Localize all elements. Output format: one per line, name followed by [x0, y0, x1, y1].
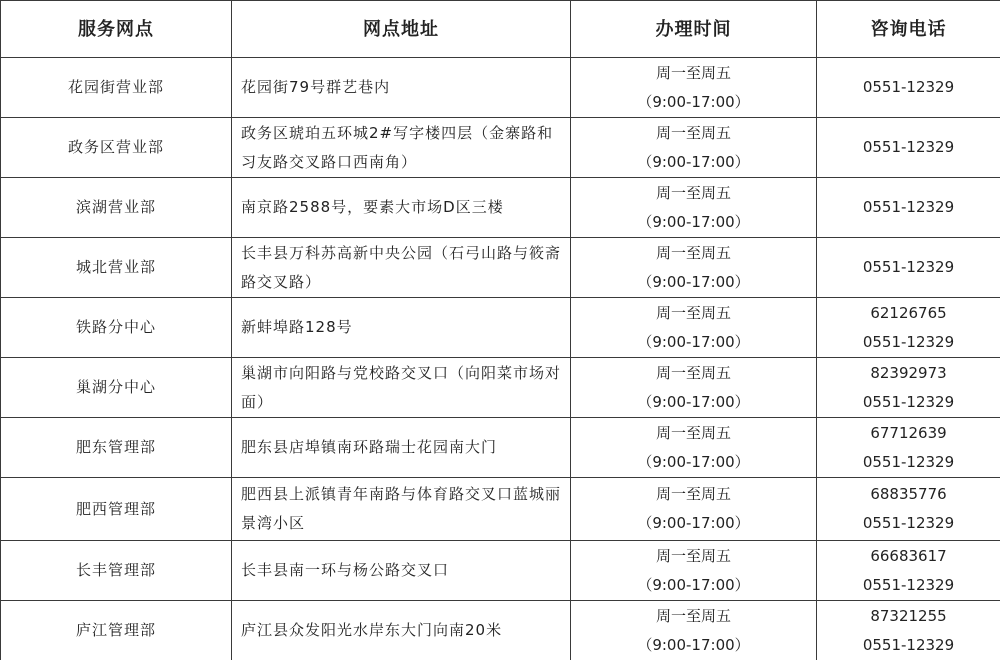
phone-number: 0551-12329	[862, 78, 955, 96]
table-row	[1, 178, 1000, 238]
table-row	[1, 298, 1000, 358]
phone-number: 67712639	[870, 423, 947, 442]
table-row	[1, 418, 1000, 478]
outlet-phone	[817, 118, 1000, 178]
hours-time: （9:00-17:00）	[637, 212, 750, 231]
outlet-hours	[571, 601, 817, 661]
outlet-address: 花园街79号群艺巷内	[232, 58, 571, 118]
outlet-name: 城北营业部	[1, 238, 232, 298]
outlet-phone	[817, 178, 1000, 238]
phone-number: 0551-12329	[862, 514, 955, 532]
hours-time: （9:00-17:00）	[637, 272, 750, 291]
outlet-hours	[571, 478, 817, 541]
hours-days: 周一至周五	[655, 546, 731, 565]
outlet-phone	[817, 418, 1000, 478]
outlet-name: 铁路分中心	[1, 298, 232, 358]
outlet-name: 巢湖分中心	[1, 358, 232, 418]
hours-days: 周一至周五	[655, 303, 731, 322]
phone-number: 62126765	[870, 303, 947, 322]
outlet-phone	[817, 58, 1000, 118]
table-row	[1, 358, 1000, 418]
hours-time: （9:00-17:00）	[637, 92, 750, 111]
outlet-hours	[571, 358, 817, 418]
phone-number: 0551-12329	[862, 138, 955, 156]
phone-number: 0551-12329	[862, 258, 955, 276]
table-row	[1, 478, 1000, 541]
hours-days: 周一至周五	[655, 485, 731, 503]
hours-time: （9:00-17:00）	[637, 332, 750, 351]
phone-number: 87321255	[870, 606, 947, 625]
table-row	[1, 238, 1000, 298]
hours-days: 周一至周五	[655, 63, 731, 82]
phone-number: 0551-12329	[862, 452, 955, 471]
hours-time: （9:00-17:00）	[637, 452, 750, 471]
hours-time: （9:00-17:00）	[637, 152, 750, 171]
table-row	[1, 541, 1000, 601]
outlet-phone	[817, 541, 1000, 601]
phone-number: 0551-12329	[862, 332, 955, 351]
hours-time: （9:00-17:00）	[637, 514, 750, 532]
hours-days: 周一至周五	[655, 423, 731, 442]
phone-number: 0551-12329	[862, 392, 955, 411]
table-row	[1, 601, 1000, 661]
outlet-address: 长丰县万科苏高新中央公园（石弓山路与筱斋路交叉路）	[232, 238, 571, 298]
phone-number: 0551-12329	[862, 635, 955, 654]
outlet-name: 庐江管理部	[1, 601, 232, 661]
outlet-name: 花园街营业部	[1, 58, 232, 118]
outlet-address: 肥东县店埠镇南环路瑞士花园南大门	[232, 418, 571, 478]
outlet-phone	[817, 238, 1000, 298]
hours-days: 周一至周五	[655, 183, 731, 202]
outlet-name: 政务区营业部	[1, 118, 232, 178]
outlet-hours	[571, 58, 817, 118]
outlet-phone	[817, 478, 1000, 541]
outlet-name: 滨湖营业部	[1, 178, 232, 238]
hours-days: 周一至周五	[655, 606, 731, 625]
outlet-address: 肥西县上派镇青年南路与体育路交叉口蓝城丽景湾小区	[232, 478, 571, 541]
phone-number: 82392973	[870, 363, 947, 382]
outlet-hours	[571, 118, 817, 178]
outlet-hours	[571, 298, 817, 358]
outlet-phone	[817, 298, 1000, 358]
hours-days: 周一至周五	[655, 243, 731, 262]
hours-time: （9:00-17:00）	[637, 575, 750, 594]
outlet-phone	[817, 358, 1000, 418]
table-row	[1, 118, 1000, 178]
header-hours: 办理时间	[571, 1, 817, 58]
outlet-name: 长丰管理部	[1, 541, 232, 601]
hours-time: （9:00-17:00）	[637, 392, 750, 411]
outlet-address: 新蚌埠路128号	[232, 298, 571, 358]
outlet-address: 巢湖市向阳路与党校路交叉口（向阳菜市场对面）	[232, 358, 571, 418]
hours-days: 周一至周五	[655, 363, 731, 382]
outlet-phone	[817, 601, 1000, 661]
outlet-address: 长丰县南一环与杨公路交叉口	[232, 541, 571, 601]
header-address: 网点地址	[232, 1, 571, 58]
hours-time: （9:00-17:00）	[637, 635, 750, 654]
outlet-address: 南京路2588号，要素大市场D区三楼	[232, 178, 571, 238]
outlet-hours	[571, 541, 817, 601]
phone-number: 0551-12329	[862, 198, 955, 216]
header-phone: 咨询电话	[817, 1, 1000, 58]
outlet-hours	[571, 178, 817, 238]
table-row	[1, 58, 1000, 118]
phone-number: 66683617	[870, 546, 947, 565]
outlet-address: 政务区琥珀五环城2#写字楼四层（金寨路和习友路交叉路口西南角）	[232, 118, 571, 178]
table-header-row	[1, 1, 1000, 58]
outlet-hours	[571, 238, 817, 298]
outlet-hours	[571, 418, 817, 478]
hours-days: 周一至周五	[655, 123, 731, 142]
header-name: 服务网点	[1, 1, 232, 58]
outlet-name: 肥西管理部	[1, 478, 232, 541]
phone-number: 0551-12329	[862, 575, 955, 594]
outlet-name: 肥东管理部	[1, 418, 232, 478]
outlet-address: 庐江县众发阳光水岸东大门向南20米	[232, 601, 571, 661]
phone-number: 68835776	[870, 485, 947, 503]
